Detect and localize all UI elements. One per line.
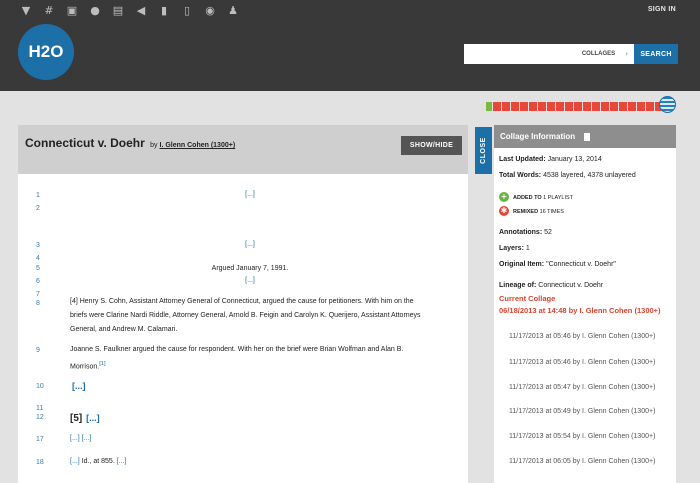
layers-count xyxy=(499,245,530,252)
ellipsis-link[interactable]: [...] xyxy=(245,241,255,248)
label: Layers: xyxy=(499,245,524,252)
citation-text: Id., at 855. xyxy=(81,458,115,465)
elided-text-link[interactable] xyxy=(70,188,430,202)
close-sidebar-tab[interactable] xyxy=(475,127,492,174)
label: Total Words: xyxy=(499,172,542,179)
elided-text-link[interactable] xyxy=(70,432,430,446)
progress-segment xyxy=(547,102,555,111)
label: Lineage of: xyxy=(499,282,537,289)
line-number: 10 xyxy=(36,383,44,390)
document-header xyxy=(18,125,468,174)
ellipsis-link[interactable]: [...] xyxy=(116,458,127,465)
ellipsis-link[interactable]: [...] xyxy=(245,191,255,198)
by-label: by xyxy=(150,142,158,149)
search-button[interactable]: SEARCH xyxy=(634,44,678,64)
top-icon-row xyxy=(18,3,241,17)
document-title xyxy=(25,136,235,150)
progress-segment xyxy=(646,102,654,111)
added-to-playlist[interactable] xyxy=(499,192,573,202)
progress-segment xyxy=(583,102,591,111)
footnote-link[interactable]: [1] xyxy=(99,361,106,367)
remixed-count[interactable] xyxy=(499,206,564,216)
ellipsis-link[interactable]: [...] xyxy=(72,381,86,391)
progress-segment xyxy=(565,102,573,111)
respondent-text: Joanne S. Faulkner argued the cause for respondent. With her on the brief were Brian Wolfman and Alan B. Morrison. xyxy=(70,346,404,371)
line-number: 2 xyxy=(36,205,40,212)
progress-segment xyxy=(538,102,546,111)
total-words xyxy=(499,172,636,179)
h2o-logo[interactable]: H2O xyxy=(18,24,74,80)
original-item-link[interactable]: "Connecticut v. Doehr" xyxy=(546,261,616,268)
value: 1 PLAYLIST xyxy=(543,194,574,201)
value: 1 xyxy=(525,245,530,252)
line-number: 5 xyxy=(36,265,40,272)
line-number: 8 xyxy=(36,300,40,307)
history-entry[interactable]: 11/17/2013 at 05:49 by I. Glenn Cohen (1300+) xyxy=(509,408,656,415)
citation-line xyxy=(70,455,430,469)
current-collage-entry[interactable]: 06/18/2013 at 14:48 by I. Glenn Cohen (1300+) xyxy=(499,306,661,315)
value: 16 TIMES xyxy=(539,208,564,215)
author-link[interactable]: I. Glenn Cohen (1300+) xyxy=(159,142,236,149)
document-panel xyxy=(18,125,468,483)
collage-info-header xyxy=(494,125,676,148)
plus-icon: + xyxy=(500,192,508,201)
value: 52 xyxy=(544,229,552,236)
history-entry[interactable]: 11/17/2013 at 06:05 by I. Glenn Cohen (1300+) xyxy=(509,458,656,465)
globe-icon[interactable]: ◉ xyxy=(205,3,215,17)
search-input[interactable] xyxy=(466,46,576,62)
page-star: [5] xyxy=(70,413,83,424)
line-number: 18 xyxy=(36,459,44,466)
ellipsis-link[interactable]: [...] [...] xyxy=(70,435,92,442)
line-number: 9 xyxy=(36,347,40,354)
progress-segment xyxy=(628,102,636,111)
progress-segment xyxy=(502,102,510,111)
history-entry[interactable]: 11/17/2013 at 05:47 by I. Glenn Cohen (1300+) xyxy=(509,384,656,391)
search-box xyxy=(464,44,634,64)
progress-segment xyxy=(486,102,492,111)
line-number: 17 xyxy=(36,436,44,443)
lineage xyxy=(499,282,603,289)
slack-icon[interactable]: # xyxy=(44,3,54,17)
line-number: 3 xyxy=(36,242,40,249)
last-updated xyxy=(499,156,602,163)
collage-progress-bar xyxy=(486,102,663,111)
user-icon[interactable]: ♟ xyxy=(228,3,238,17)
original-item xyxy=(499,261,616,268)
progress-segment xyxy=(493,102,501,111)
respondent-paragraph xyxy=(70,343,430,374)
panel-title: Collage Information xyxy=(500,132,576,141)
argued-date: Argued January 7, 1991. xyxy=(211,265,289,272)
counsel-paragraph: [4] Henry S. Cohn, Assistant Attorney General of Connecticut, argued the cause for petitioners. With him on the briefs were Clarine Nardi Riddle, Attorney General, Arnold B. Feigin and Carolyn K. Querijero, Assistant Attorneys General, and Andrew M. Calamari. xyxy=(70,298,421,333)
ellipsis-link[interactable]: [...] xyxy=(70,458,80,465)
current-collage xyxy=(499,293,671,317)
label: ADDED TO xyxy=(513,194,542,201)
line-number: 6 xyxy=(36,278,40,285)
lineage-link[interactable]: Connecticut v. Doehr xyxy=(538,282,604,289)
pause-icon[interactable] xyxy=(581,133,590,141)
elided-text-link[interactable] xyxy=(70,238,430,252)
page-marker-line xyxy=(70,411,430,427)
progress-segment xyxy=(610,102,618,111)
progress-segment xyxy=(592,102,600,111)
folder-icon[interactable]: ▤ xyxy=(112,3,124,17)
line-number: 12 xyxy=(36,414,44,421)
history-entry[interactable]: 11/17/2013 at 05:46 by I. Glenn Cohen (1300+) xyxy=(509,333,656,340)
line-number: 7 xyxy=(36,291,40,298)
label: Original Item: xyxy=(499,261,545,268)
progress-segment xyxy=(637,102,645,111)
search-scope-select[interactable]: COLLAGES xyxy=(581,51,616,57)
collage-info-panel xyxy=(494,125,676,483)
ellipsis-link[interactable]: [...] xyxy=(86,413,100,423)
collection-icon[interactable]: ▣ xyxy=(66,3,78,17)
sign-in-link[interactable]: SIGN IN xyxy=(647,6,676,13)
case-title: Connecticut v. Doehr xyxy=(25,136,145,150)
ellipsis-link[interactable]: [...] xyxy=(245,277,255,284)
chat-icon[interactable]: ● xyxy=(90,3,100,17)
remix-icon: ✱ xyxy=(500,206,508,215)
progress-segment xyxy=(574,102,582,111)
current-collage-label: Current Collage xyxy=(499,294,556,303)
filter-icon[interactable]: ▼ xyxy=(21,3,31,17)
progress-segment xyxy=(529,102,537,111)
byline xyxy=(150,142,235,149)
value: 4538 layered, 4378 unlayered xyxy=(543,172,636,179)
elided-text-link[interactable] xyxy=(70,274,430,288)
label: Last Updated: xyxy=(499,156,546,163)
line-number: 1 xyxy=(36,192,40,199)
line-number: 11 xyxy=(36,405,44,412)
label: Annotations: xyxy=(499,229,543,236)
progress-segment xyxy=(511,102,519,111)
label: REMIXED xyxy=(513,208,539,215)
chevron-right-icon[interactable]: › xyxy=(625,50,628,58)
history-entry[interactable]: 11/17/2013 at 05:46 by I. Glenn Cohen (1300+) xyxy=(509,359,656,366)
book-icon[interactable]: ▮ xyxy=(160,3,168,17)
annotations-count xyxy=(499,229,552,236)
progress-segment xyxy=(520,102,528,111)
show-hide-button[interactable]: SHOW/HIDE xyxy=(401,136,462,155)
progress-segment xyxy=(556,102,564,111)
audio-icon[interactable]: ◀ xyxy=(136,3,146,17)
line-number: 4 xyxy=(36,255,40,262)
history-entry[interactable]: 11/17/2013 at 05:54 by I. Glenn Cohen (1300+) xyxy=(509,433,656,440)
loading-globe-icon xyxy=(659,96,676,113)
elided-text-link[interactable] xyxy=(70,379,430,395)
progress-segment xyxy=(601,102,609,111)
top-bar xyxy=(0,0,700,91)
document-icon[interactable]: ▯ xyxy=(183,3,191,17)
close-label: CLOSE xyxy=(480,137,487,164)
value: January 13, 2014 xyxy=(547,156,602,163)
progress-segment xyxy=(619,102,627,111)
